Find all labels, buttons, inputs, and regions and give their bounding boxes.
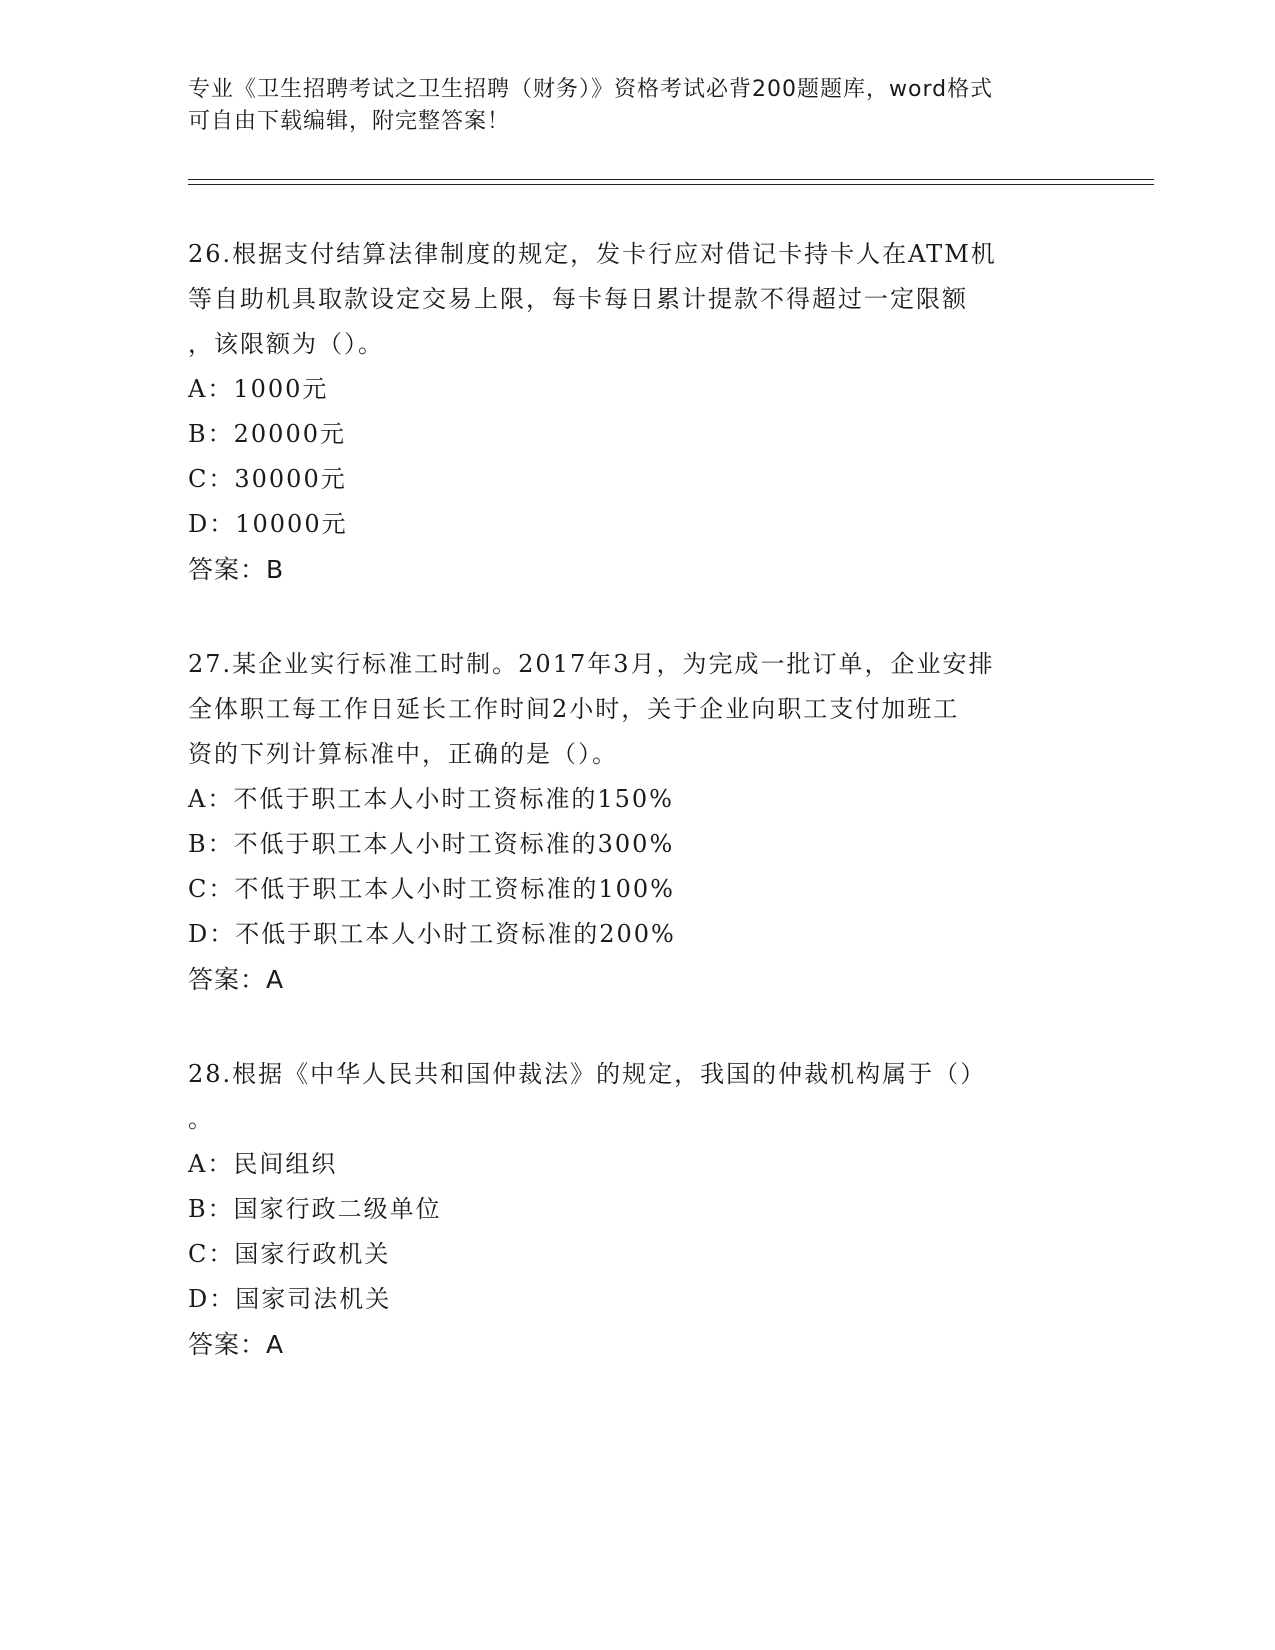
question-stem-line: 等自助机具取款设定交易上限，每卡每日累计提款不得超过一定限额	[188, 285, 968, 313]
option-c: C：国家行政机关	[188, 1240, 391, 1268]
question-26	[188, 232, 1088, 592]
question-stem-line: 27.某企业实行标准工时制。2017年3月，为完成一批订单，企业安排	[188, 650, 995, 678]
option-c: C：30000元	[188, 465, 347, 493]
option-c: C：不低于职工本人小时工资标准的100%	[188, 875, 675, 903]
header-divider-bottom	[188, 184, 1154, 185]
question-stem	[188, 1052, 1088, 1142]
option-d: D：不低于职工本人小时工资标准的200%	[188, 920, 676, 948]
question-stem-line: 。	[188, 1105, 214, 1133]
question-stem	[188, 642, 1088, 777]
document-header	[188, 74, 1088, 138]
question-stem-line: 全体职工每工作日延长工作时间2小时，关于企业向职工支付加班工	[188, 695, 960, 723]
option-b: B：国家行政二级单位	[188, 1195, 442, 1223]
header-line-1: 专业《卫生招聘考试之卫生招聘（财务）》资格考试必背200题题库，word格式	[188, 77, 994, 102]
answer: 答案：A	[188, 1330, 285, 1359]
header-divider-top	[188, 179, 1154, 180]
option-b: B：20000元	[188, 420, 346, 448]
question-stem	[188, 232, 1088, 367]
question-stem-line: 资的下列计算标准中，正确的是（）。	[188, 740, 618, 768]
answer: 答案：B	[188, 555, 285, 584]
option-d: D：国家司法机关	[188, 1285, 392, 1313]
option-a: A：不低于职工本人小时工资标准的150%	[188, 785, 674, 813]
option-b: B：不低于职工本人小时工资标准的300%	[188, 830, 675, 858]
question-27	[188, 642, 1088, 1002]
question-stem-line: 28.根据《中华人民共和国仲裁法》的规定，我国的仲裁机构属于（）	[188, 1060, 987, 1088]
header-line-2: 可自由下载编辑，附完整答案！	[188, 109, 511, 134]
option-a: A：1000元	[188, 375, 329, 403]
question-stem-line: 26.根据支付结算法律制度的规定，发卡行应对借记卡持卡人在ATM机	[188, 240, 997, 268]
option-d: D：10000元	[188, 510, 348, 538]
question-28	[188, 1052, 1088, 1367]
question-stem-line: ，该限额为（）。	[188, 330, 384, 358]
answer: 答案：A	[188, 965, 285, 994]
option-a: A：民间组织	[188, 1150, 338, 1178]
